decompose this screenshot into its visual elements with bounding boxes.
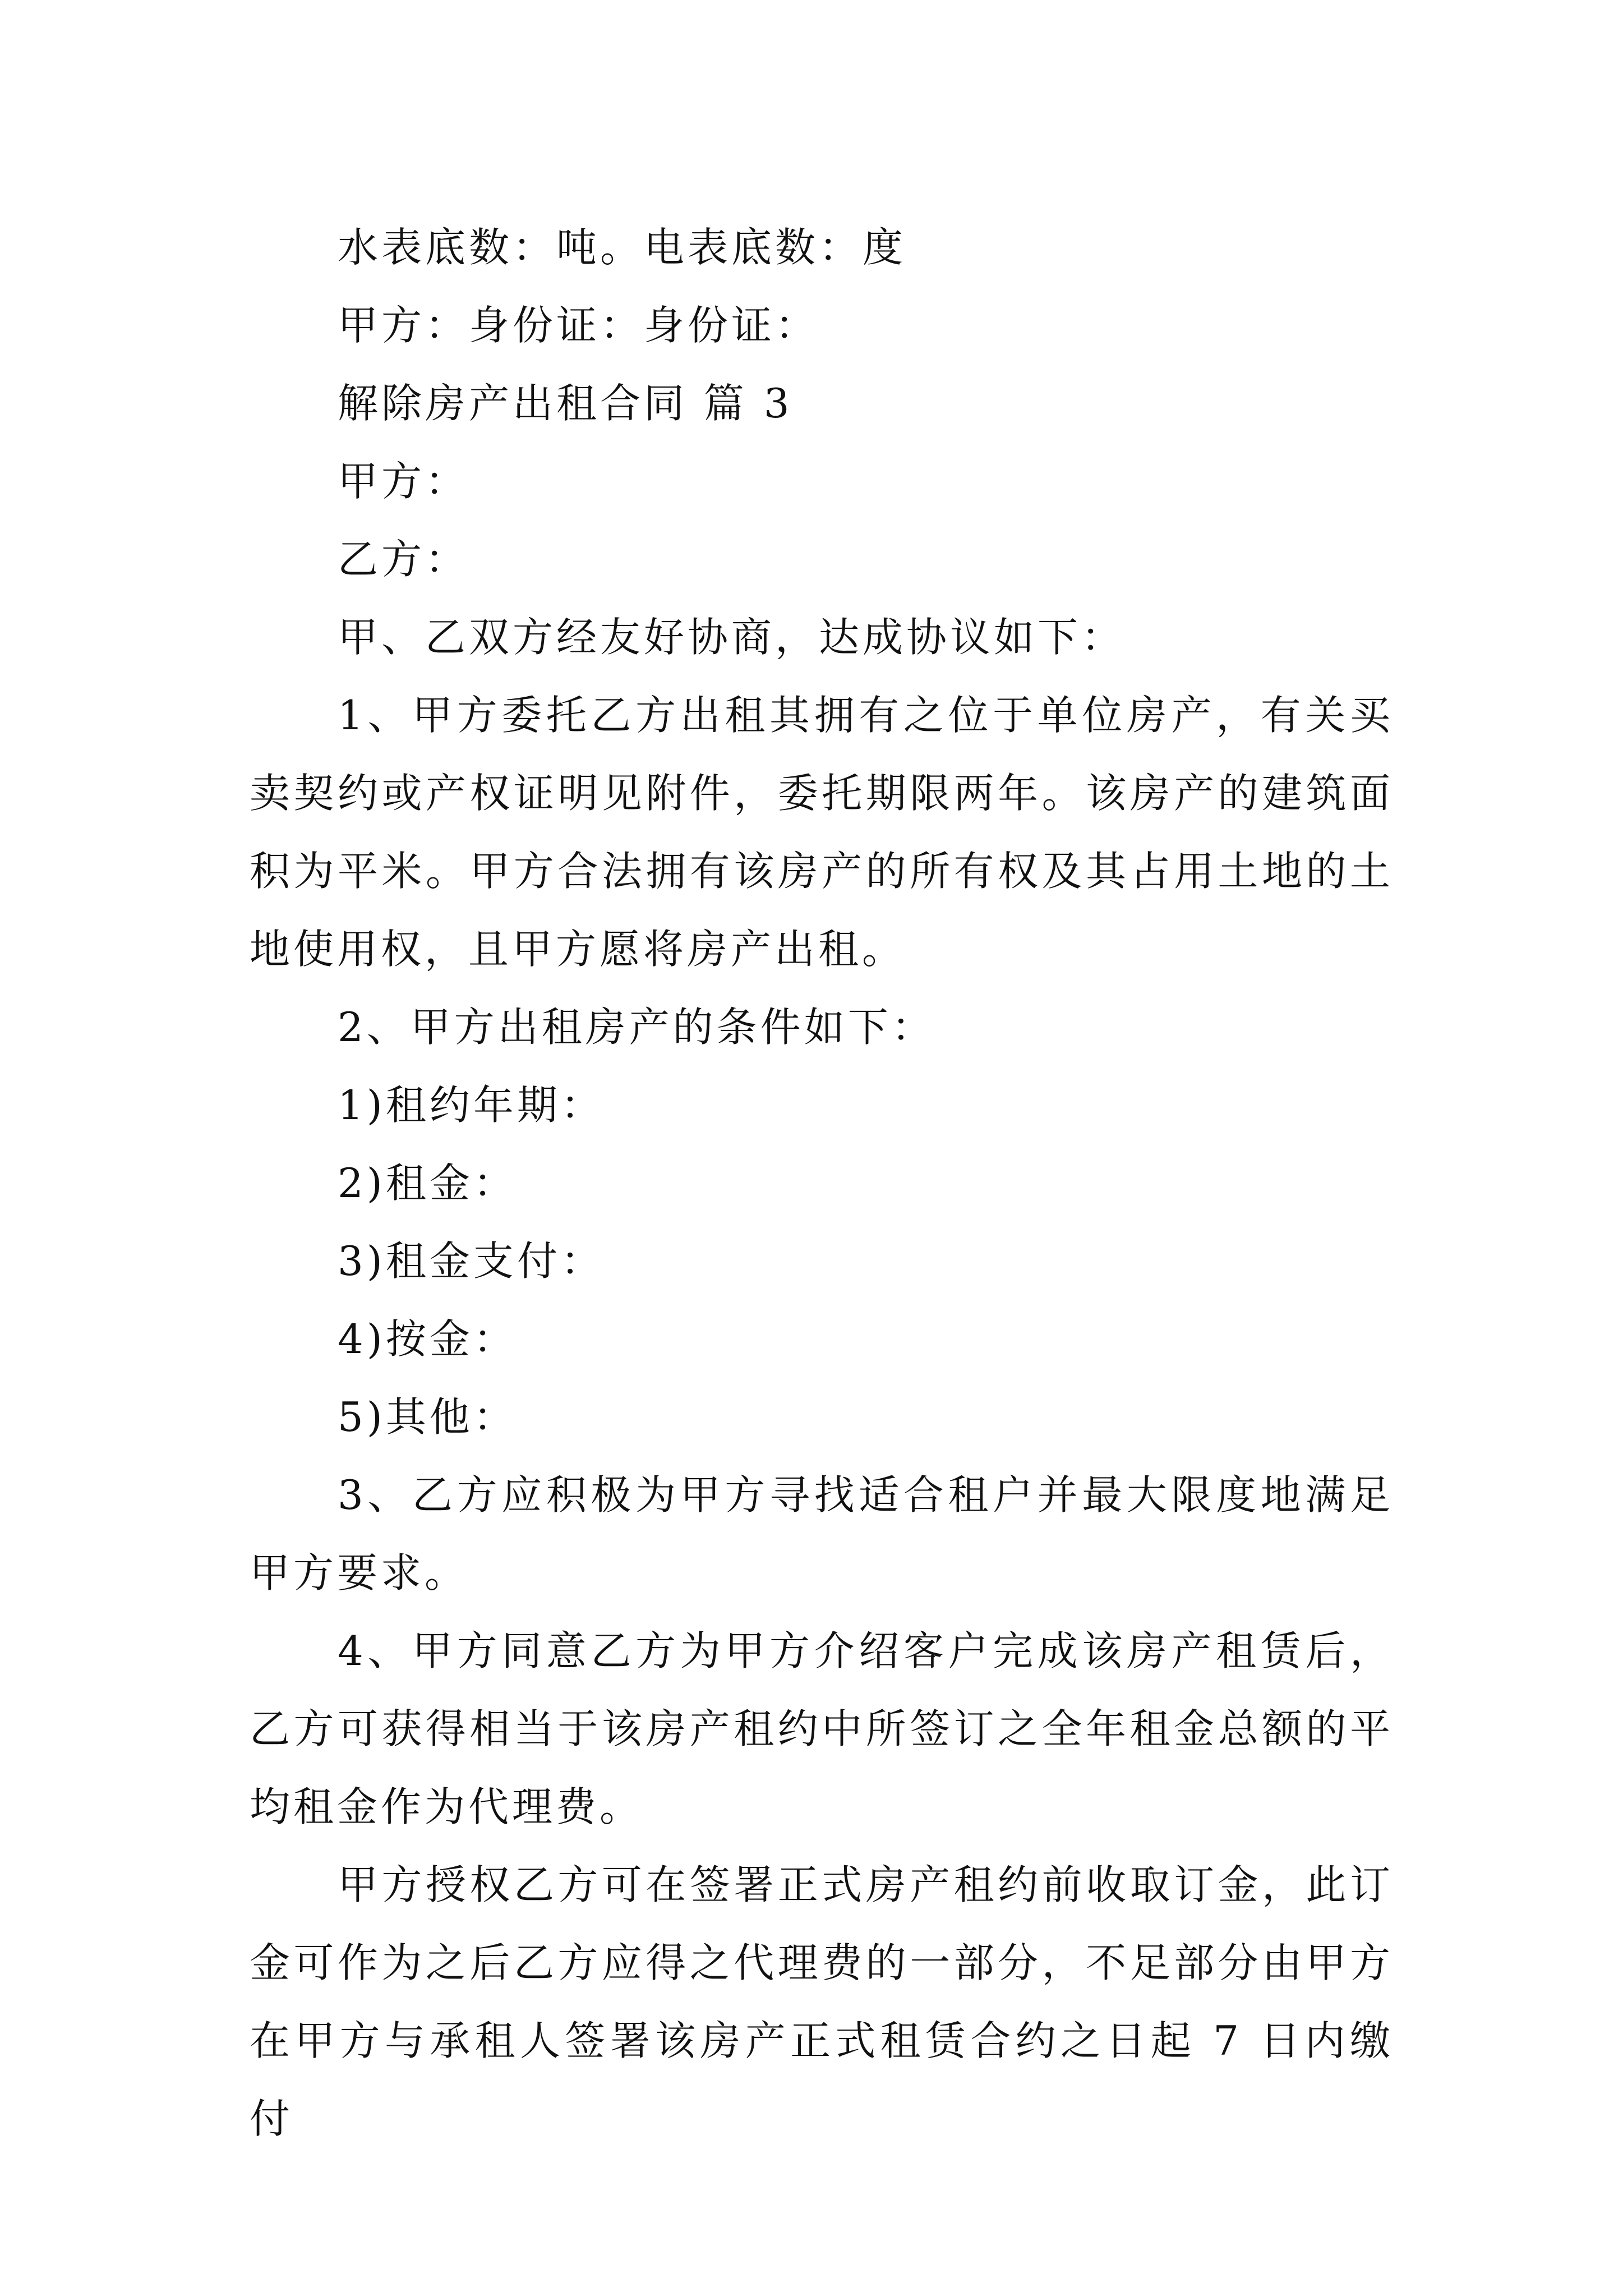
clause-4: 4、甲方同意乙方为甲方介绍客户完成该房产租赁后，乙方可获得相当于该房产租约中所签订之全年租金总额的平均租金作为代理费。	[250, 1627, 1394, 1830]
condition-lease-term: 1)租约年期：	[338, 1082, 605, 1129]
clause-3: 3、乙方应积极为甲方寻找适合租户并最大限度地满足甲方要求。	[250, 1471, 1394, 1596]
meter-readings-line: 水表底数：吨。电表底数：度	[338, 224, 907, 271]
clause-1: 1、甲方委托乙方出租其拥有之位于单位房产，有关买卖契约或产权证明见附件，委托期限两年。该房产的建筑面积为平米。甲方合法拥有该房产的所有权及其占用土地的土地使用权，且甲方愿将房产出租。	[250, 692, 1394, 973]
party-a-id-line: 甲方：身份证：身份证：	[338, 302, 819, 349]
party-b-line: 乙方：	[338, 536, 469, 583]
clause-2: 2、甲方出租房产的条件如下：	[338, 1004, 935, 1051]
condition-deposit: 4)按金：	[338, 1315, 517, 1363]
agreement-intro: 甲、乙双方经友好协商，达成协议如下：	[338, 614, 1126, 661]
condition-other: 5)其他：	[338, 1393, 517, 1441]
deposit-authorization: 甲方授权乙方可在签署正式房产租约前收取订金，此订金可作为之后乙方应得之代理费的一部分，不足部分由甲方在甲方与承租人签署该房产正式租赁合约之日起 7 日内缴付	[250, 1861, 1394, 2142]
condition-rent: 2)租金：	[338, 1159, 517, 1207]
condition-rent-payment: 3)租金支付：	[338, 1237, 605, 1285]
party-a-line: 甲方：	[338, 458, 469, 505]
document-body	[250, 209, 1394, 2158]
section-heading: 解除房产出租合同 篇 3	[338, 380, 793, 427]
